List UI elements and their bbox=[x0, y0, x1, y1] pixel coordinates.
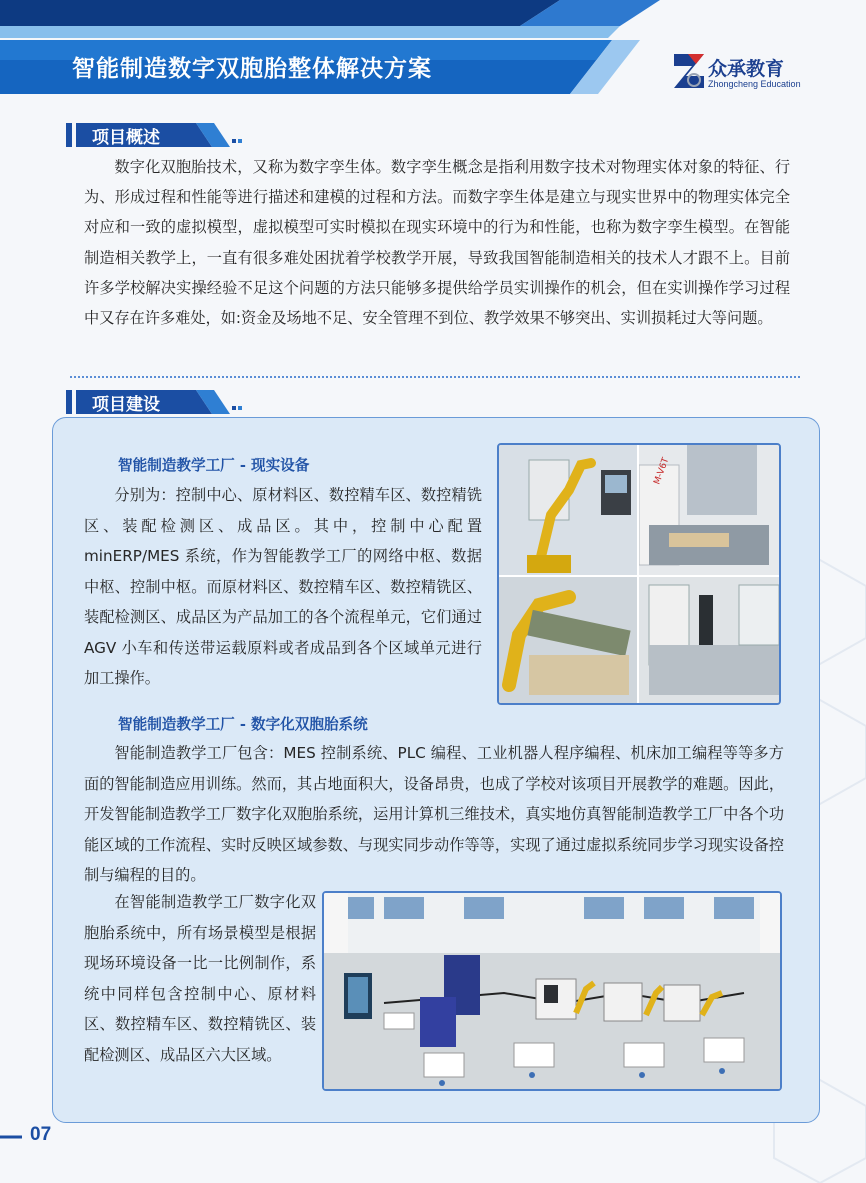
section-heading-label: 项目建设 bbox=[92, 395, 160, 415]
section-heading-construction bbox=[66, 388, 266, 418]
section-heading-label: 项目概述 bbox=[92, 128, 160, 148]
overview-paragraph: 数字化双胞胎技术，又称为数字孪生体。数字孪生概念是指利用数字技术对物理实体对象的特征、行为、形成过程和性能等进行描述和建模的过程和方法。而数字孪生体是建立与现实世界中的物理实体完全对应和一致的虚拟模型，虚拟模型可实时模拟在现实环境中的行为和性能，也称为数字孪生模型。在智能制造相关教学上，一直有很多难处困扰着学校教学开展，导致我国智能制造相关的技术人才跟不上。目前许多学校解决实操经验不足这个问题的方法只能够多提供给学员实训操作的机会，但在实训操作学习过程中又存在许多难处，如:资金及场地不足、安全管理不到位、教学效果不够突出、实训损耗过大等问题。 bbox=[84, 158, 790, 328]
simulation-illustration bbox=[324, 893, 782, 1091]
real-equipment-paragraph: 分别为：控制中心、原材料区、数控精车区、数控精铣区、装配检测区、成品区。其中，控制中心配置 minERP/MES 系统，作为智能教学工厂的网络中枢、数据中枢、控制中枢。而原材料区、数控精车区、数控精铣区、装配检测区、成品区为产品加工的各个流程单元，它们通过 AGV 小车和传送带运载原料或者成品到各个区域单元进行加工操作。 bbox=[84, 486, 482, 687]
document-title: 智能制造数字双胞胎整体解决方案 bbox=[72, 56, 432, 82]
scene-description-paragraph: 在智能制造教学工厂数字化双胞胎系统中，所有场景模型是根据现场环境设备一比一比例制作，系统中同样包含控制中心、原材料区、数控精车区、数控精铣区、装配检测区、成品区六大区域。 bbox=[84, 893, 316, 1064]
factory-photo-illustration bbox=[499, 445, 781, 705]
svg-text:M-V6T: M-V6T bbox=[652, 456, 672, 487]
logo-name: 众承教育 bbox=[708, 58, 785, 80]
factory-equipment-photo bbox=[497, 443, 781, 705]
section-divider bbox=[70, 376, 800, 378]
digital-twin-paragraph: 智能制造教学工厂包含：MES 控制系统、PLC 编程、工业机器人程序编程、机床加工编程等等多方面的智能制造应用训练。然而，其占地面积大，设备昂贵，也成了学校对该项目开展教学的难题。因此，开发智能制造教学工厂数字化双胞胎系统，运用计算机三维技术，真实地仿真智能制造教学工厂中各个功能区域的工作流程、实时反映区域参数、与现实同步动作等等，实现了通过虚拟系统同步学习现实设备控制与编程的目的。 bbox=[84, 744, 784, 884]
logo-subtitle: Zhongcheng Education bbox=[708, 79, 801, 89]
digital-twin-title: 智能制造教学工厂 - 数字化双胞胎系统 bbox=[118, 716, 368, 733]
section-heading-overview bbox=[66, 121, 266, 151]
real-equipment-title: 智能制造教学工厂 - 现实设备 bbox=[118, 457, 310, 474]
digital-twin-3d-scene bbox=[322, 891, 782, 1091]
page-number: 07 bbox=[30, 1124, 52, 1145]
